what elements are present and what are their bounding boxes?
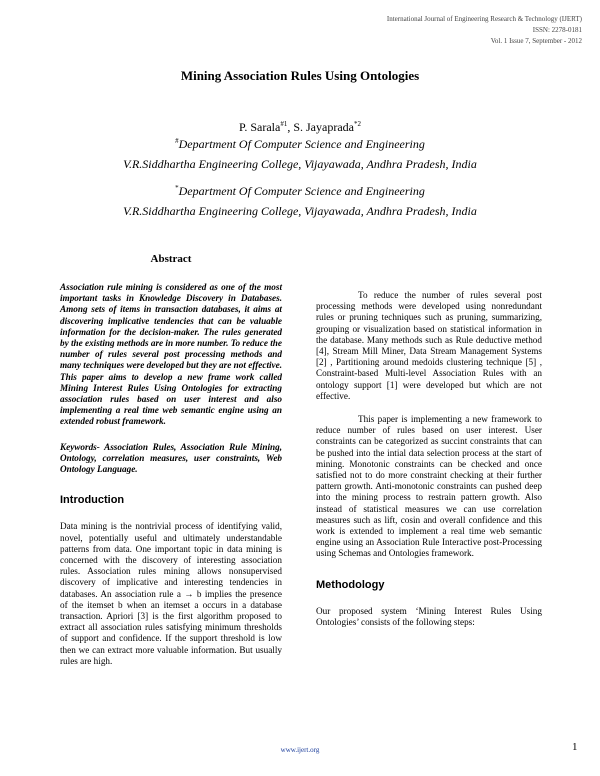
affiliation-1-college: V.R.Siddhartha Engineering College, Vijayawada, Andhra Pradesh, India bbox=[123, 157, 477, 171]
author-2: S. Jayaprada bbox=[293, 120, 354, 134]
abstract-text: Association rule mining is considered as one of the most important tasks in Knowledge Discovery in Databases. Among sets of items in transaction databases, it aims at discovering implicative tendencies that can be valuable information for the decision-maker. The rules generated by the existing methods are in more number. To reduce the number of rules several post processing methods and many techniques were developed but they are not effective. This paper aims to develop a new frame work called Mining Interest Rules Using Ontologies for extracting association rules based on user interest and also implementing a real time web semantic engine using an extended robust framework. bbox=[60, 282, 282, 427]
author-line bbox=[0, 120, 600, 135]
right-column bbox=[316, 290, 542, 628]
footer-url-link[interactable]: www.ijert.org bbox=[280, 746, 320, 754]
abstract-heading: Abstract bbox=[150, 253, 192, 265]
author-1: P. Sarala bbox=[239, 120, 281, 134]
introduction-heading: Introduction bbox=[60, 494, 125, 507]
keywords: Keywords- Association Rules, Association Rule Mining, Ontology, correlation measures, user constraints, Web Ontology Language. bbox=[60, 441, 282, 475]
affiliation-2 bbox=[0, 184, 600, 219]
left-column bbox=[60, 282, 282, 667]
journal-name: International Journal of Engineering Research & Technology (IJERT) bbox=[386, 15, 582, 23]
volume-issue: Vol. 1 Issue 7, September - 2012 bbox=[490, 37, 582, 45]
affiliation-2-mark: * bbox=[175, 184, 179, 192]
author-2-mark: *2 bbox=[353, 120, 361, 128]
paper-title: Mining Association Rules Using Ontologies bbox=[180, 68, 420, 83]
affiliation-1-dept: #Department Of Computer Science and Engineering bbox=[175, 137, 425, 151]
author-separator: , bbox=[287, 120, 294, 134]
affiliation-2-dept: *Department Of Computer Science and Engineering bbox=[175, 184, 425, 198]
introduction-text: Data mining is the nontrivial process of identifying valid, novel, potentially useful and ultimately understandable patterns from data. One important topic in data mining is concerned with the discovery of interesting association rules. Association rules mining allows nonsupervised discovery of implicative and interesting tendencies in databases. An association rule a → b implies the presence of the itemset b when an itemset a occurs in a database transaction. Apriori [3] is the first algorithm proposed to extract all association rules satisfying minimum thresholds of support and confidence. If the support threshold is low then we can extract more valuable information. But usually rules are high. bbox=[60, 521, 282, 666]
affiliation-1-mark: # bbox=[175, 137, 179, 145]
issn: ISSN: 2278-0181 bbox=[532, 26, 582, 34]
methodology-text: Our proposed system ‘Mining Interest Rules Using Ontologies’ consists of the following steps: bbox=[316, 605, 542, 628]
affiliation-2-college: V.R.Siddhartha Engineering College, Vijayawada, Andhra Pradesh, India bbox=[123, 204, 477, 218]
right-paragraph-2: This paper is implementing a new framework to reduce number of rules based on user interest. User constraints can be categorized as succint constraints that can be pushed into the intial data selection process at the start of mining. Monotonic constraints can be checked and once satisfied not to do more constraint checking at their further pattern growth. Anti-monotonic constraints can pushed deep into the mining process to restrain pattern growth. Also instead of statistical measures we can use correlation measures such as lift, cosin and overall confidence and this work is extended to implement a real time web semantic engine using an Association Rule Interactive post-Processing using Schemas and Ontologies framework. bbox=[316, 414, 542, 559]
methodology-heading: Methodology bbox=[316, 578, 385, 591]
right-paragraph-1: To reduce the number of rules several post processing methods were developed using nonredundant rules or pruning techniques such as pruning, summarizing, grouping or visualization based on statistical information in the database. Many methods such as Rule deductive method [4], Stream Mill Miner, Data Stream Management Systems [2] , Partitioning around medoids clustering technique [5] , Constraint-based Multi-level Association Rules with an ontology support [1] were developed but which are not effective. bbox=[316, 290, 542, 401]
page-number: 1 bbox=[572, 741, 578, 753]
running-header bbox=[322, 14, 582, 47]
affiliation-1 bbox=[0, 137, 600, 172]
author-1-mark: #1 bbox=[280, 120, 288, 128]
